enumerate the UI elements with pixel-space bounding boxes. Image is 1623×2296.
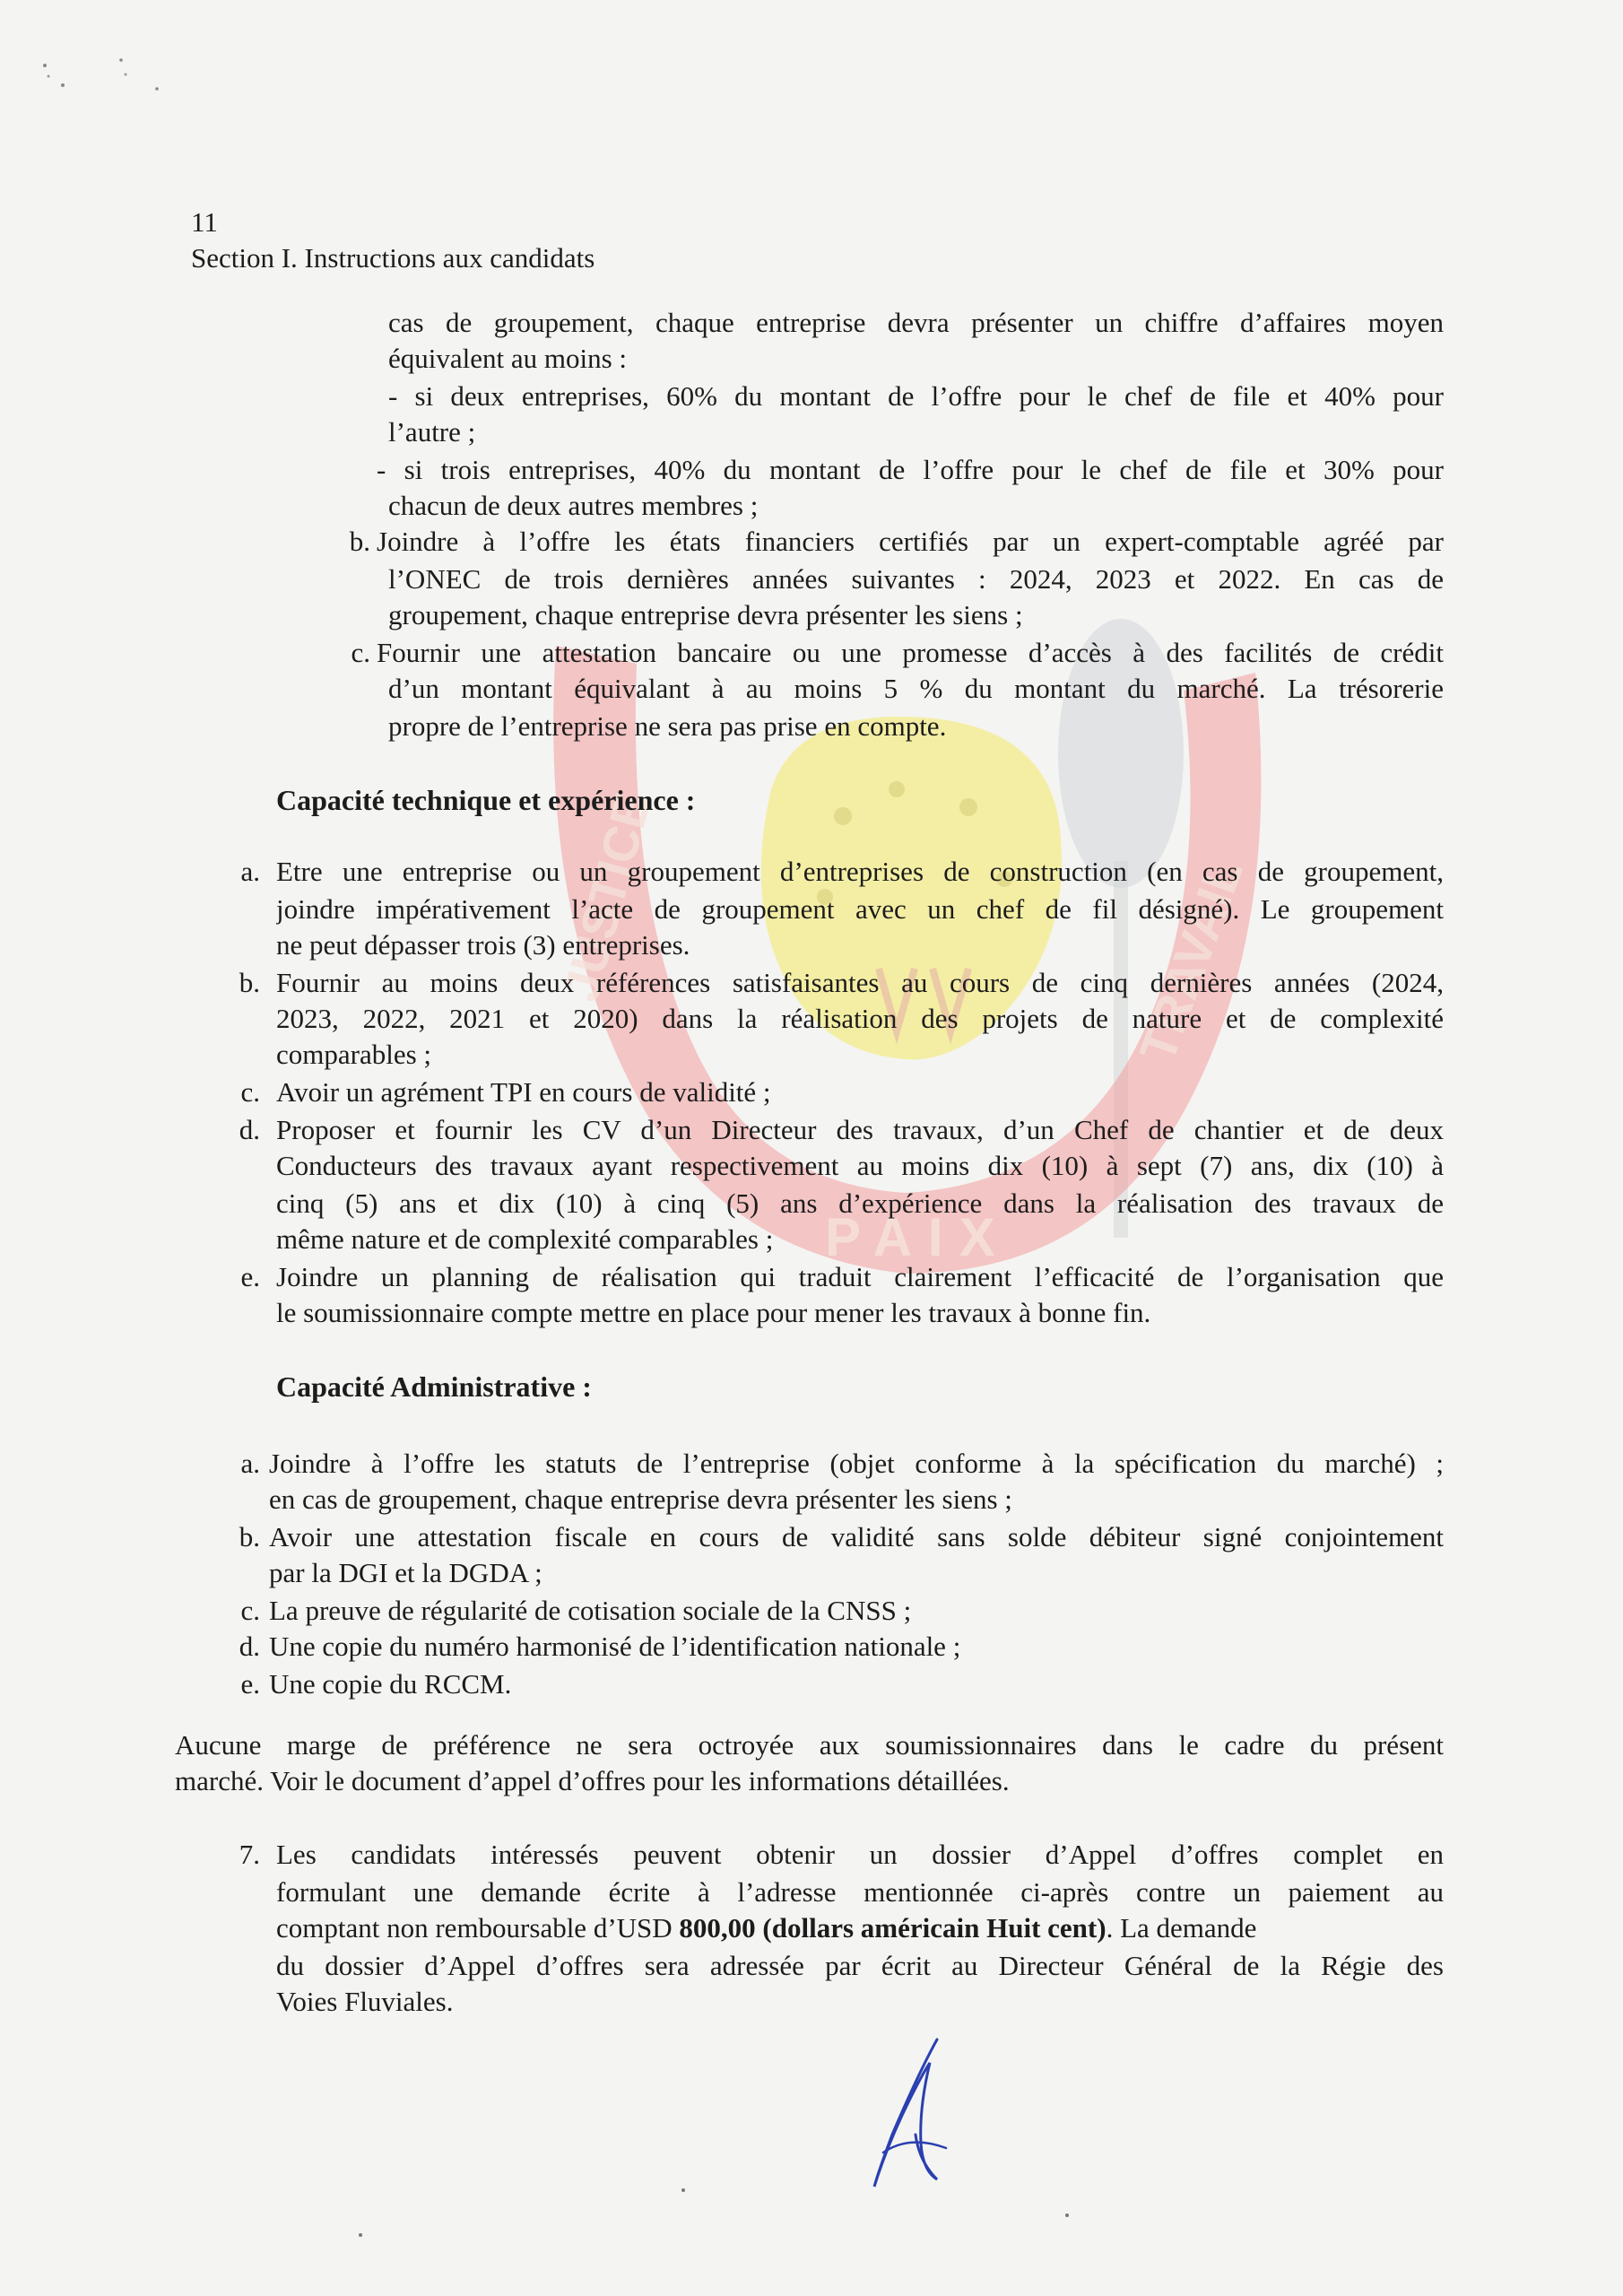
financial-c-line-2: d’un montant équivalant à au moins 5 % du montant du marché. La trésorerie [388, 673, 1444, 704]
tech-d-line-3: cinq (5) ans et dix (10) à cinq (5) ans d’expérience dans la réalisation des travaux de [276, 1187, 1444, 1219]
section-title: Section I. Instructions aux candidats [191, 242, 595, 274]
scan-dot [681, 2188, 685, 2192]
financial-c-marker: c. [351, 637, 370, 668]
admin-b-line-2: par la DGI et la DGDA ; [269, 1557, 542, 1588]
administrative-heading: Capacité Administrative : [276, 1370, 592, 1403]
scan-dot [1065, 2213, 1069, 2217]
tech-c-marker: c. [240, 1076, 260, 1108]
technical-heading: Capacité technique et expérience : [276, 784, 696, 816]
tech-a-marker: a. [240, 856, 260, 887]
admin-d-line-1: Une copie du numéro harmonisé de l’identification nationale ; [269, 1631, 961, 1662]
preference-line-2: marché. Voir le document d’appel d’offres pour les informations détaillées. [175, 1765, 1010, 1796]
tech-e-line-1: Joindre un planning de réalisation qui traduit clairement l’efficacité de l’organisation que [276, 1261, 1444, 1292]
tech-a-line-1: Etre une entreprise ou un groupement d’entreprises de construction (en cas de groupement, [276, 856, 1444, 887]
tech-d-line-1: Proposer et fournir les CV d’un Directeur des travaux, d’un Chef de chantier et de deux [276, 1114, 1444, 1145]
tech-e-line-2: le soumissionnaire compte mettre en place pour mener les travaux à bonne fin. [276, 1297, 1151, 1328]
tech-d-line-4: même nature et de complexité comparables ; [276, 1223, 774, 1255]
admin-c-marker: c. [240, 1595, 260, 1626]
preference-line-1: Aucune marge de préférence ne sera octroyée aux soumissionnaires dans le cadre du présent [175, 1729, 1444, 1761]
item7-price: 800,00 (dollars américain Huit cent) [679, 1912, 1107, 1944]
financial-b-line-2: l’ONEC de trois dernières années suivantes : 2024, 2023 et 2022. En cas de [388, 563, 1444, 595]
page-number: 11 [191, 206, 218, 238]
admin-a-line-2: en cas de groupement, chaque entreprise devra présenter les siens ; [269, 1483, 1012, 1515]
tech-c-line-1: Avoir un agrément TPI en cours de validité ; [276, 1076, 771, 1108]
financial-line-5: - si trois entreprises, 40% du montant de l’offre pour le chef de file et 30% pour [377, 454, 1444, 485]
item7-marker: 7. [239, 1839, 260, 1870]
tech-d-line-2: Conducteurs des travaux ayant respectivement au moins dix (10) à sept (7) ans, dix (10) à [276, 1150, 1444, 1181]
tech-b-line-2: 2023, 2022, 2021 et 2020) dans la réalisation des projets de nature et de complexité [276, 1003, 1444, 1034]
tech-e-marker: e. [240, 1261, 260, 1292]
tech-d-marker: d. [239, 1114, 260, 1145]
item7-line-3-pre: comptant non remboursable d’USD [276, 1912, 680, 1944]
financial-b-line-3: groupement, chaque entreprise devra présenter les siens ; [388, 599, 1023, 631]
admin-a-marker: a. [240, 1448, 260, 1479]
financial-c-line-3: propre de l’entreprise ne sera pas prise en compte. [388, 710, 947, 742]
financial-b-marker: b. [349, 526, 370, 557]
scan-specks [36, 49, 179, 103]
ribbon-text-left: JUSTICE [551, 787, 662, 1007]
admin-e-line-1: Une copie du RCCM. [269, 1668, 512, 1700]
item7-line-2: formulant une demande écrite à l’adresse mentionnée ci-après contre un paiement au [276, 1876, 1444, 1908]
financial-b-line-1: Joindre à l’offre les états financiers certifiés par un expert-comptable agréé par [377, 526, 1444, 557]
financial-line-3: - si deux entreprises, 60% du montant de l’offre pour le chef de file et 40% pour [388, 380, 1444, 412]
financial-line-4: l’autre ; [388, 416, 476, 448]
financial-line-6: chacun de deux autres membres ; [388, 490, 759, 521]
tech-a-line-2: joindre impérativement l’acte de groupement avec un chef de fil désigné). Le groupement [276, 893, 1444, 925]
scan-dot [359, 2233, 362, 2237]
admin-b-marker: b. [239, 1521, 260, 1552]
admin-a-line-1: Joindre à l’offre les statuts de l’entreprise (objet conforme à la spécification du marché) ; [269, 1448, 1444, 1479]
ribbon-text-bottom: PAIX [825, 1207, 1011, 1267]
financial-line-2: équivalent au moins : [388, 343, 628, 374]
admin-e-marker: e. [240, 1668, 260, 1700]
financial-c-line-1: Fournir une attestation bancaire ou une promesse d’accès à des facilités de crédit [377, 637, 1444, 668]
handwritten-signature [856, 2036, 964, 2188]
tech-b-line-1: Fournir au moins deux références satisfaisantes au cours de cinq dernières années (2024, [276, 967, 1444, 998]
item7-line-5: Voies Fluviales. [276, 1986, 454, 2017]
financial-line-1: cas de groupement, chaque entreprise devra présenter un chiffre d’affaires moyen [388, 307, 1444, 338]
item7-line-4: du dossier d’Appel d’offres sera adressée par écrit au Directeur Général de la Régie des [276, 1950, 1444, 1981]
tech-b-line-3: comparables ; [276, 1039, 432, 1070]
admin-c-line-1: La preuve de régularité de cotisation sociale de la CNSS ; [269, 1595, 912, 1626]
tech-b-marker: b. [239, 967, 260, 998]
ribbon-text-right: TRAVAIL [1128, 851, 1254, 1069]
admin-d-marker: d. [239, 1631, 260, 1662]
tech-a-line-3: ne peut dépasser trois (3) entreprises. [276, 929, 690, 961]
item7-line-3-post: . La demande [1106, 1912, 1257, 1944]
admin-b-line-1: Avoir une attestation fiscale en cours de validité sans solde débiteur signé conjointement [269, 1521, 1444, 1552]
item7-line-3 [276, 1910, 1256, 1946]
item7-line-1: Les candidats intéressés peuvent obtenir un dossier d’Appel d’offres complet en [276, 1839, 1444, 1870]
